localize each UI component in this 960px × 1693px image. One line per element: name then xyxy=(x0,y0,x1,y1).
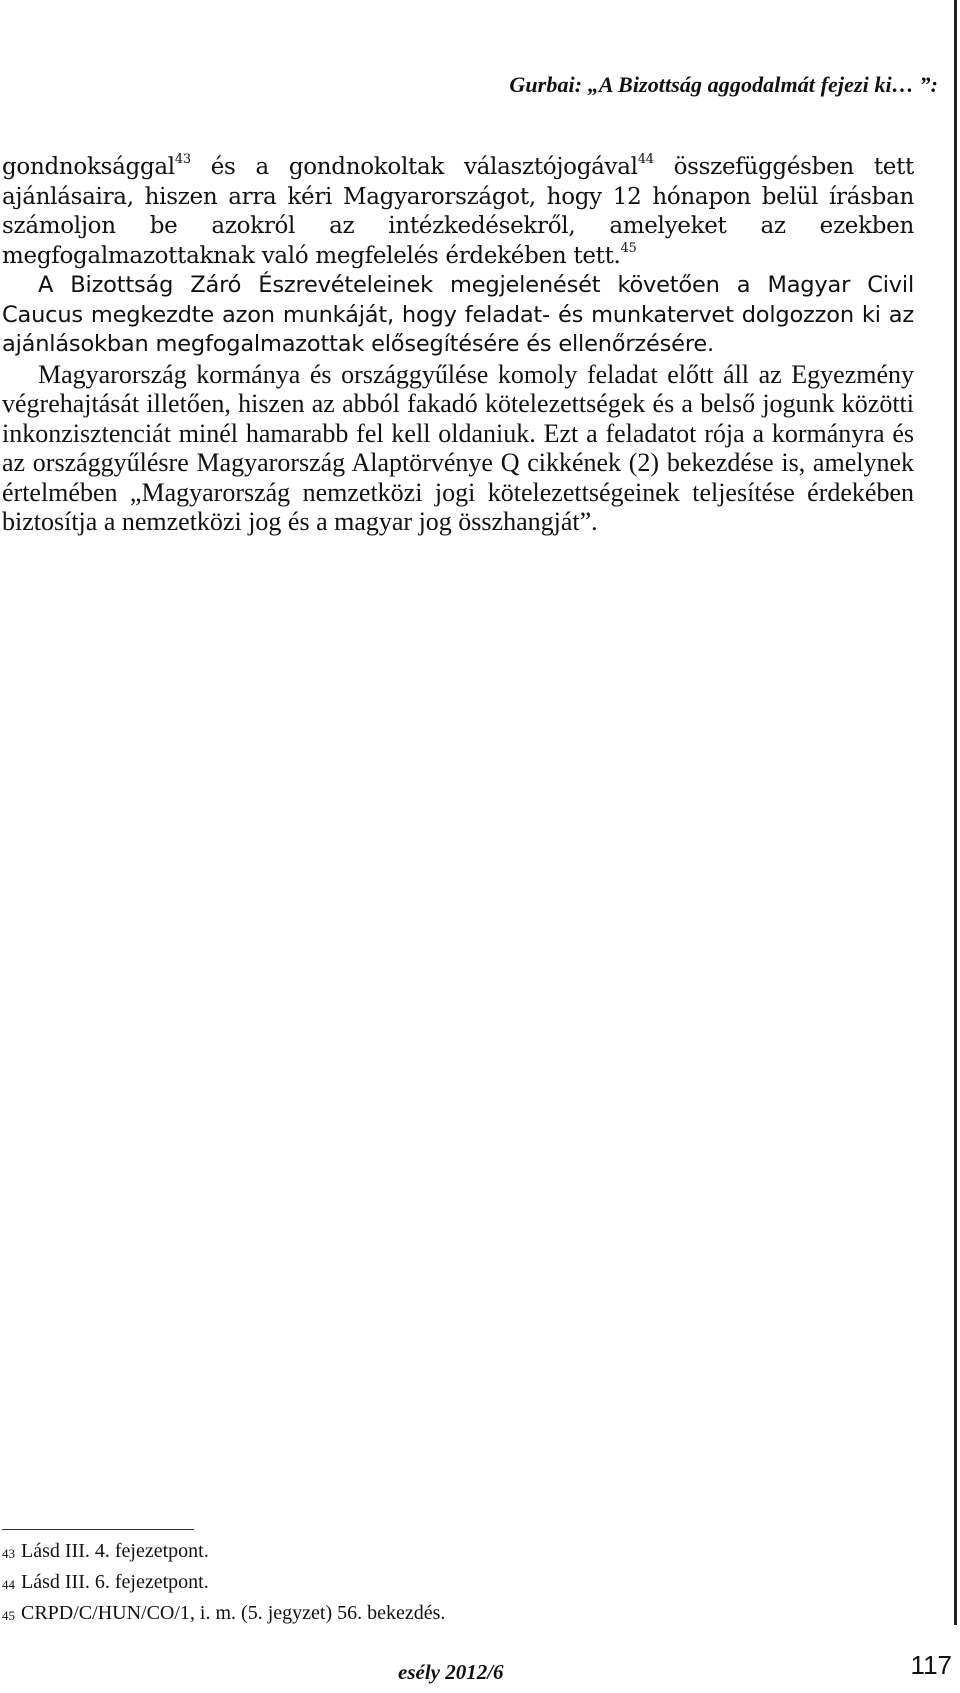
footnote-number: 44 xyxy=(2,1577,15,1592)
paragraph-2: A Bizottság Záró Észrevételeinek megjelenését követően a Magyar Civil Caucus megkezdte azon munkáját, hogy feladat- és munkatervet dolgozzon ki az ajánlásokban megfogalmazottak elősegítésére és ellenőrzésére. xyxy=(2,272,914,357)
paragraph-1-text-b: és a gondnokoltak választójogával xyxy=(190,154,638,180)
running-head: Gurbai: „A Bizottság aggodalmát fejezi ki… ”: xyxy=(509,72,938,97)
footnote-45 xyxy=(2,1598,445,1629)
paragraph-1-text-c: összefüggésben tett ajánlásaira, hiszen arra kéri Magyarországot, hogy 12 hónapon belül írásban számoljon be azokról az intézkedésekről, amelyeket az ezekben megfogalmazottaknak való megfelelés érdekében tett. xyxy=(2,154,914,269)
footnote-text: CRPD/C/HUN/CO/1, i. m. (5. jegyzet) 56. bekezdés. xyxy=(21,1602,446,1624)
footnote-number: 43 xyxy=(2,1546,15,1561)
footnote-ref-43[interactable]: 43 xyxy=(174,152,191,168)
footnote-43 xyxy=(2,1536,445,1567)
paragraph-1-text-a: gondnoksággal xyxy=(2,154,175,180)
footnote-text: Lásd III. 4. fejezetpont. xyxy=(21,1540,209,1562)
page-edge-rule xyxy=(954,0,957,1625)
footnote-44 xyxy=(2,1567,445,1598)
footnote-separator xyxy=(2,1529,194,1530)
paragraph-3: Magyarország kormánya és országgyűlése komoly feladat előtt áll az Egyezmény végrehajtását illetően, hiszen az abból fakadó kötelezettségek és a belső jogunk közötti inkonzisztenciát minél hamarabb fel kell oldaniuk. Ezt a feladatot rója a kormányra és az országgyűlésre Magyarország Alaptörvénye Q cikkének (2) bekezdése is, amelynek értelmében „Magyarország nemzetközi jogi kötelezettségeinek teljesítése érdekében biztosítja a nemzetközi jog és a magyar jog összhangját”. xyxy=(2,359,914,536)
body-text xyxy=(2,153,914,537)
footnotes xyxy=(2,1536,445,1629)
footnote-ref-45[interactable]: 45 xyxy=(620,240,637,256)
footer-journal-name: esély 2012/6 xyxy=(398,1660,504,1684)
paragraph-1 xyxy=(2,153,914,271)
footnote-number: 45 xyxy=(2,1608,15,1623)
footnote-text: Lásd III. 6. fejezetpont. xyxy=(21,1571,209,1593)
footnote-ref-44[interactable]: 44 xyxy=(637,152,654,168)
page-number: 117 xyxy=(910,1650,952,1680)
